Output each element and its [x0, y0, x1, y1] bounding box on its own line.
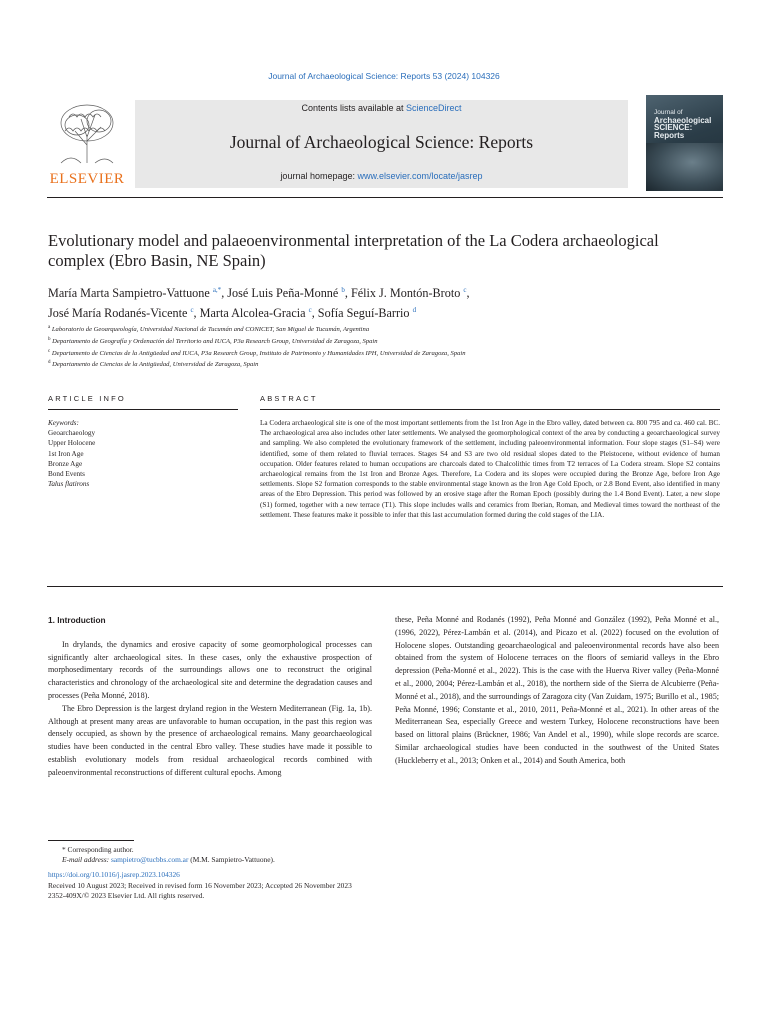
- affiliation-text: Departamento de Ciencias de la Antigüedad, Universidad de Zaragoza, Spain: [52, 361, 259, 369]
- affiliation-text: Departamento de Geografía y Ordenación del Territorio and IUCA, P3a Research Group, Universidad de Zaragoza, Spain: [52, 337, 378, 345]
- keyword-item: 1st Iron Age: [48, 449, 84, 458]
- author-name[interactable]: Sofía Seguí-Barrio: [317, 306, 410, 320]
- body-column-right: [395, 614, 719, 768]
- email-suffix: (M.M. Sampietro-Vattuone).: [188, 855, 275, 865]
- journal-homepage: [135, 171, 628, 181]
- affiliation-list: [48, 323, 688, 370]
- journal-citation[interactable]: Journal of Archaeological Science: Reports 53 (2024) 104326: [268, 71, 500, 81]
- elsevier-tree-icon: [51, 101, 123, 165]
- doi-link[interactable]: https://doi.org/10.1016/j.jasrep.2023.104326: [48, 870, 180, 880]
- author-name[interactable]: José Luis Peña-Monné: [227, 286, 339, 300]
- author-affiliation-mark[interactable]: b: [341, 286, 345, 294]
- keyword-item: Geoarchaeology: [48, 429, 96, 438]
- affiliation-mark: c: [48, 348, 51, 354]
- cover-image: [646, 143, 723, 191]
- cover-line: Archaeological: [654, 115, 712, 125]
- keywords-block: [48, 418, 238, 489]
- affiliation-mark: b: [48, 336, 51, 342]
- contents-prefix: Contents lists available at: [301, 103, 407, 113]
- affiliation-item: [48, 323, 688, 335]
- cover-line: Journal of: [654, 109, 683, 116]
- author-affiliation-mark[interactable]: c: [308, 306, 312, 314]
- journal-title: Journal of Archaeological Science: Reports: [229, 132, 534, 152]
- author-name[interactable]: José María Rodanés-Vicente: [48, 306, 188, 320]
- affiliation-text: Laboratorio de Geoarqueología, Universidad Nacional de Tucumán and CONICET, San Miguel de Tucumán, Argentina: [51, 326, 370, 333]
- body-paragraph: In drylands, the dynamics and erosive capacity of some geomorphological processes can significantly alter archaeological sites. In these cases, only the exhaustive prospection of morphosedimentary records of the surroundings allows one to reconstruct the original characteristics and chronology of the archaeological site and determine the degradation causes and processes (Peña Monné, 2018).: [48, 639, 372, 700]
- author-name[interactable]: Marta Alcolea-Gracia: [199, 306, 306, 320]
- affiliation-text: Departamento de Ciencias de la Antigüedad and IUCA, P3a Research Group, Instituto de Patrimonio y Humanidades IPH, Universidad de Zaragoza, Spain: [51, 349, 466, 357]
- corresponding-author-note: * Corresponding author.: [62, 845, 134, 854]
- section-heading: 1. Introduction: [48, 615, 106, 625]
- keywords-label: Keywords:: [48, 419, 79, 427]
- article-info-rule: [48, 409, 238, 410]
- footnote-rule: [48, 840, 134, 841]
- author-affiliation-mark[interactable]: c: [190, 306, 194, 314]
- abstract-rule: [260, 409, 720, 410]
- cover-line: Reports: [654, 130, 685, 140]
- elsevier-logo[interactable]: [47, 101, 127, 187]
- footnotes: [48, 845, 648, 901]
- abstract-bottom-rule: [47, 586, 723, 587]
- affiliation-item: [48, 358, 688, 370]
- keyword-item: Talus flatirons: [48, 480, 90, 489]
- author-affiliation-mark[interactable]: c: [463, 286, 467, 294]
- body-paragraph: The Ebro Depression is the largest dryland region in the Western Mediterranean (Fig. 1a, 1b). Although at present many areas are unfavorable to human occupation, in the past this region was densely occupied, as shown by the presence of archaeological remains. Many geoarchaeological studies have been conducted in the central Ebro valley. These studies have made it possible to establish evolutionary models from residual archaeological records combined with paleoenvironmental reconstructions of different cultural epochs. Among: [48, 703, 372, 777]
- cover-title: [654, 109, 720, 139]
- homepage-prefix: journal homepage:: [280, 171, 358, 181]
- author-affiliation-mark[interactable]: d: [412, 306, 417, 314]
- publisher-name: ELSEVIER: [49, 171, 125, 187]
- body-column-left: [48, 614, 372, 780]
- email-link[interactable]: sampietro@tucbbs.com.ar: [111, 855, 189, 865]
- author-name[interactable]: Félix J. Montón-Broto: [350, 286, 461, 300]
- body-paragraph: these, Peña Monné and Rodanés (1992), Peña Monné and González (1992), Peña Monné et al., (1996, 2022), Pérez-Lambán et al. (2014), and Picazo et al. (2022) focused on the evolution of Holocene slopes. Outstanding geoarchaeological and paleoenvironmental records have also been obtained from the system of Holocene terraces on the floors of semiarid valleys in the Ebro depression (Peña-Monné et al., 2022). This is the case with the Huerva River valley (Peña-Monné et al., 2000, 2004; Pérez-Lambán et al., 2018), the northern side of the Sierra de Alcubierre (Peña-Monné et al., 2018), and the surroundings of Zaragoza city (Van Zuidam, 1975; Burillo et al., 1985; Peña Monné, 1996; Constante et al., 2010, 2011, Peña-Monné et al., 2021). In other areas of the Mediterranean Sea, especially Greece and western Turkey, Holocene reconstructions have been based on littoral plains (Brückner, 1986; Van Andel et al., 1990), while slope records are scarce. Similar archaeological studies have been conducted in the southwest of the United States (Huckleberry et al., 2013; Onken et al., 2014) and South America, both: [395, 615, 719, 765]
- affiliation-mark: a: [48, 325, 51, 330]
- contents-line: [135, 103, 628, 113]
- keyword-item: Bronze Age: [48, 459, 83, 468]
- homepage-link[interactable]: www.elsevier.com/locate/jasrep: [357, 171, 483, 181]
- journal-cover-thumbnail[interactable]: [646, 95, 723, 191]
- affiliation-mark: d: [48, 360, 51, 366]
- author-name[interactable]: María Marta Sampietro-Vattuone: [48, 286, 210, 300]
- article-info-heading: ARTICLE INFO: [48, 394, 126, 403]
- affiliation-item: [48, 347, 688, 359]
- sciencedirect-link[interactable]: ScienceDirect: [406, 103, 462, 113]
- email-label: E-mail address:: [62, 855, 111, 865]
- header-rule: [47, 197, 723, 198]
- cover-line: SCIENCE:: [654, 123, 693, 132]
- journal-banner: [135, 100, 628, 188]
- keyword-item: Bond Events: [48, 470, 85, 479]
- received-dates: Received 10 August 2023; Received in revised form 16 November 2023; Accepted 26 November 2023: [48, 880, 352, 890]
- copyright-line: 2352-409X/© 2023 Elsevier Ltd. All rights reserved.: [48, 890, 205, 900]
- author-list: María Marta Sampietro-Vattuone $^{a,*}$, José Luis Peña-Monné $^b$, Félix J. Montón-Broto $^c$, José María Rodanés-Vicente $^c$, Marta Alcolea-Gracia $^c$, Sofía Seguí-Barrio $^d$: [48, 286, 470, 320]
- email-line: [48, 855, 648, 865]
- affiliation-item: [48, 335, 688, 347]
- author-affiliation-mark[interactable]: a,*: [212, 286, 222, 294]
- keyword-item: Upper Holocene: [48, 439, 96, 448]
- article-title: Evolutionary model and palaeoenvironmental interpretation of the La Codera archaeological complex (Ebro Basin, NE Spain): [48, 231, 659, 270]
- masthead: [47, 95, 723, 191]
- abstract-heading: ABSTRACT: [260, 394, 318, 403]
- abstract-text: La Codera archaeological site is one of the most important settlements from the 1st Iron Age in the Ebro valley, dated between ca. 800 795 and ca. 460 cal. BC. The archaeological area also includes other later settlements. We analysed the geomorphological context of the area by conducting a geoarchaeological survey and sampling. We also completed the evolutionary framework of the settlement, including paleoenvironmental information. Four slope stages (S1–S4) were identified, some of them related to fluvial terraces. Stages S4 and S3 are two old residual slopes dated to the Pleistocene, without evidence of human occupation. Older features related to human occupations are charcoals dated to Chalcolithic times from T2 terraces of La Codera stream. Slope S2 contains archaeological remains from the 1st Iron and Bronze Ages. Therefore, La Codera and its slopes were occupied during the Bronze Age, before Iron Age settlements. Slope S2 formation corresponds to the stable environmental stage known as the Iron Age Cold Epoch, or 2.8 Bond Event, also identified in many areas of the Ebro Depression. This period was followed by an erosive stage after the Roman Epoch (possibly during the 1.4 Bond Event). Later, a new slope (S1) formed, together with a new terrace (T1). This slope includes walls and ceramics from Iberian, Roman, and Medieval times toward the northeast of the settlement. These features make it possible to infer that this last accumulation formed during the cold stages of the LIA.: [260, 419, 720, 519]
